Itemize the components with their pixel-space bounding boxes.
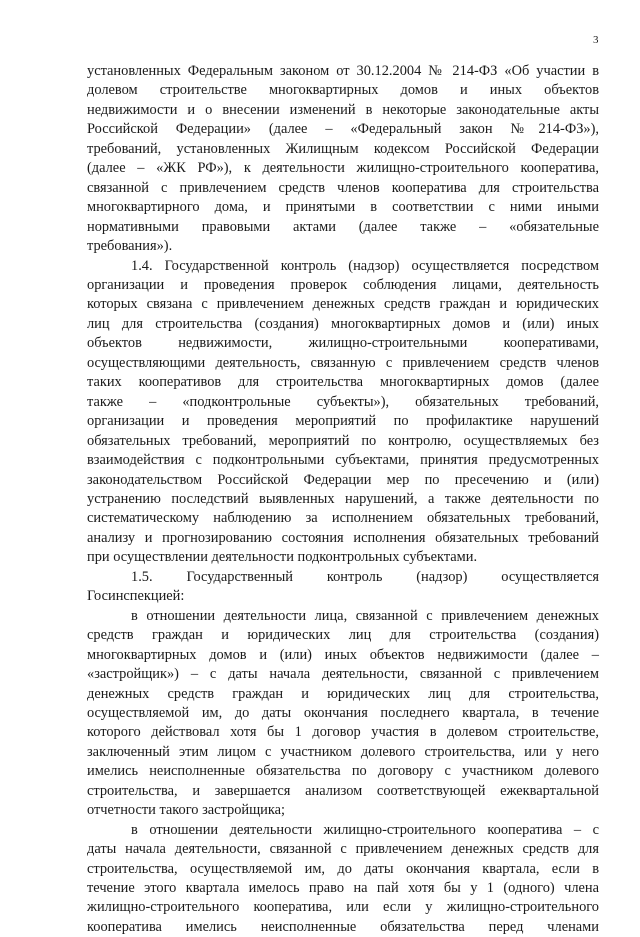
text-line: многоквартирного дома, и принятыми в соответствии с ними иными [87, 199, 599, 216]
text-line: в отношении деятельности лица, связанной с привлечением денежных [131, 607, 599, 624]
text-line: строительства, и завершается анализом соответствующей ежеквартальной [87, 782, 599, 799]
text-line: которых связана с привлечением денежных средств граждан и юридических [87, 296, 599, 313]
text-line: таких кооперативов для строительства многоквартирных домов (далее [87, 374, 599, 391]
text-line: даты начала деятельности, связанной с привлечением денежных средств для [87, 841, 599, 858]
text-line: долевом строительстве многоквартирных домов и иных объектов [87, 82, 599, 99]
text-line: устранению последствий выявленных нарушений, а также деятельности по [87, 490, 599, 507]
text-line: при осуществлении деятельности подконтрольных субъектами. [87, 549, 478, 566]
page-number: 3 [593, 34, 599, 46]
text-line: осуществляемой им, до даты окончания последнего квартала, в течение [87, 704, 599, 721]
text-line: многоквартирных домов и (или) иных объектов недвижимости (далее – [87, 646, 599, 663]
text-line: строительства, осуществляемой им, до даты окончания квартала, если в [87, 860, 599, 877]
text-line: денежных средств граждан и юридических лиц для строительства, [87, 685, 599, 702]
text-line: законодательством Российской Федерации мер по пресечению и (или) [87, 471, 599, 488]
text-line: организации и проведения мероприятий по профилактике нарушений [87, 413, 599, 430]
text-line: кооператива имелись неисполненные обязательства перед членами [87, 918, 599, 935]
text-line: 1.5. Государственный контроль (надзор) осуществляется [131, 568, 599, 585]
text-line: организации и проведения проверок соблюдения лицами, деятельность [87, 276, 599, 293]
text-line: «застройщик») – с даты начала деятельности, связанной с привлечением [87, 666, 599, 683]
text-line: обязательных требований, мероприятий по контролю, осуществляемых без [87, 432, 599, 449]
text-line: требований, установленных Жилищным кодексом Российской Федерации [87, 140, 599, 157]
text-line: недвижимости и о внесении изменений в некоторые законодательные акты [87, 101, 599, 118]
document-body [87, 62, 599, 937]
text-line: имелись неисполненные обязательства по договору с участником долевого [87, 763, 599, 780]
text-line: анализу и прогнозированию состояния исполнения обязательных требований [87, 529, 599, 546]
text-line: связанной с привлечением средств членов кооператива для строительства [87, 179, 599, 196]
text-line: также – «подконтрольные субъекты»), обязательных требований, [87, 393, 599, 410]
text-line: нормативными правовыми актами (далее также – «обязательные [87, 218, 599, 235]
text-line: лиц для строительства (создания) многоквартирных домов и (или) иных [87, 315, 599, 332]
text-line: жилищно-строительного кооператива, или если у жилищно-строительного [87, 899, 599, 916]
text-line: 1.4. Государственной контроль (надзор) осуществляется посредством [131, 257, 599, 274]
text-line: объектов недвижимости, жилищно-строительными кооперативами, [87, 335, 599, 352]
text-line: Российской Федерации» (далее – «Федеральный закон №214-ФЗ»), [87, 121, 599, 138]
text-line: Госинспекцией: [87, 588, 185, 605]
text-line: средств граждан и юридических лиц для строительства (создания) [87, 627, 599, 644]
text-line: которого действовал хотя бы 1 договор участия в долевом строительстве, [87, 724, 599, 741]
text-line: (далее – «ЖК РФ»), к деятельности жилищно-строительного кооператива, [87, 160, 599, 177]
text-line: заключенный этим лицом с участником долевого строительства, или у него [87, 743, 599, 760]
text-line: течение этого квартала имелось право на пай хотя бы у 1 (одного) члена [87, 880, 599, 897]
text-line: осуществляющими деятельность, связанную с привлечением средств членов [87, 354, 599, 371]
text-line: систематическому наблюдению за исполнением обязательных требований, [87, 510, 599, 527]
text-line: взаимодействия с подконтрольными субъектами, принятия предусмотренных [87, 452, 599, 469]
text-line: в отношении деятельности жилищно-строительного кооператива – с [131, 821, 599, 838]
text-line: установленных Федеральным законом от 30.12.2004 № 214-ФЗ «Об участии в [87, 63, 599, 79]
text-line: требования»). [87, 238, 173, 255]
text-line: отчетности такого застройщика; [87, 802, 286, 819]
